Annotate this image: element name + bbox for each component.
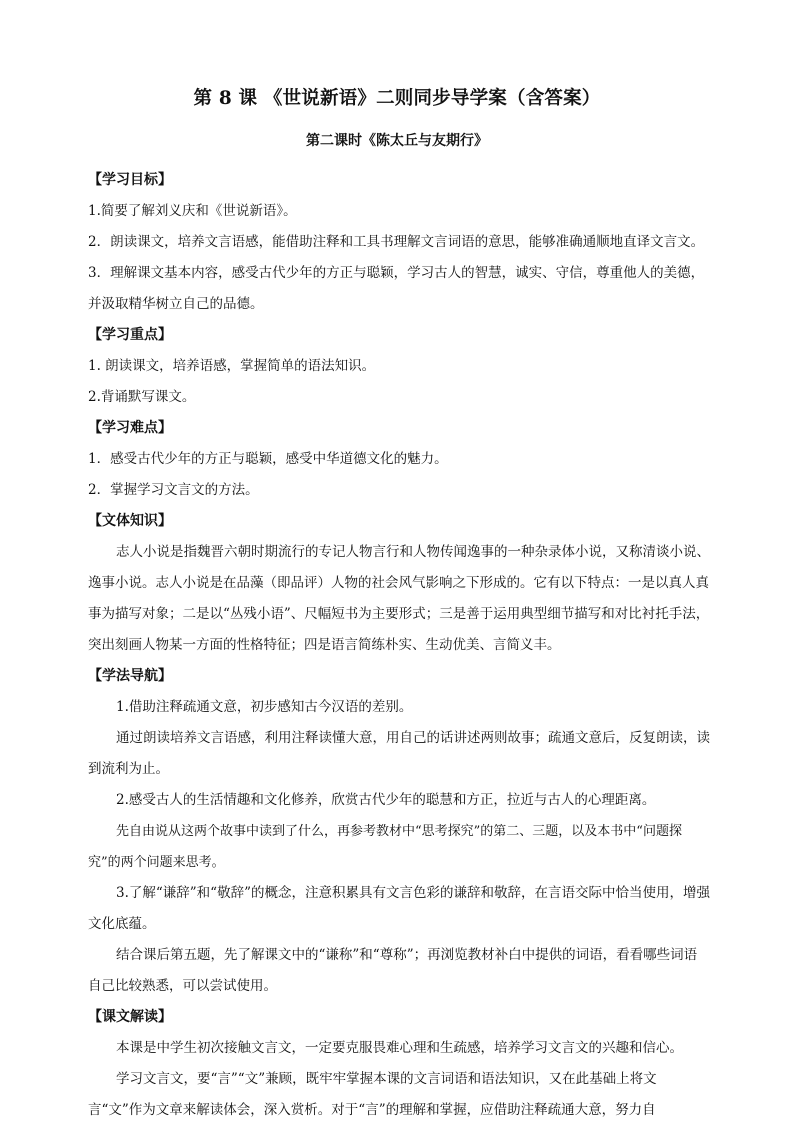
method-paragraph: 先自由说从这两个故事中读到了什么，再参考教材中“思考探究”的第二、三题，以及本书中“问题探究”的两个问题来思考。 [88, 824, 682, 870]
difficulty-item: 2．掌握学习文言文的方法。 [88, 482, 259, 498]
interpretation-heading: 【课文解读】 [88, 1009, 172, 1025]
goal-item: 1.简要了解刘义庆和《世说新语》。 [88, 203, 297, 219]
method-heading: 【学法导航】 [88, 668, 172, 684]
document-title: 第 8 课 《世说新语》二则同步导学案（含答案） [193, 88, 601, 109]
interpretation-paragraph: 本课是中学生初次接触文言文，一定要克服畏难心理和生疏感，培养学习文言文的兴趣和信心。 [116, 1040, 683, 1056]
goal-item: 2．朗读课文，培养文言语感，能借助注释和工具书理解文言词语的意思，能够准确通顺地直译文言文。 [88, 234, 705, 250]
goals-heading: 【学习目标】 [88, 172, 172, 188]
method-paragraph: 通过朗读培养文言语感，利用注释读懂大意，用自己的话讲述两则故事；疏通文意后，反复朗读，读到流利为止。 [88, 730, 710, 777]
key-point-item: 2.背诵默写课文。 [88, 389, 196, 405]
method-paragraph: 2.感受古人的生活情趣和文化修养，欣赏古代少年的聪慧和方正，拉近与古人的心理距离。 [116, 792, 656, 808]
document-body [88, 165, 710, 1126]
key-point-item: 1. 朗读课文，培养语感，掌握简单的语法知识。 [88, 358, 376, 374]
genre-heading: 【文体知识】 [88, 513, 172, 529]
goal-item: 3．理解课文基本内容，感受古代少年的方正与聪颖，学习古人的智慧，诚实、守信，尊重他人的美德，并汲取精华树立自己的品德。 [88, 265, 705, 312]
method-paragraph: 3.了解“谦辞”和“敬辞”的概念，注意积累具有文言色彩的谦辞和敬辞，在言语交际中恰当使用，增强文化底蕴。 [88, 885, 710, 932]
method-paragraph: 1.借助注释疏通文意，初步感知古今汉语的差别。 [116, 699, 413, 715]
difficulty-item: 1．感受古代少年的方正与聪颖，感受中华道德文化的魅力。 [88, 451, 448, 467]
interpretation-paragraph: 学习文言文，要“言”“文”兼顾，既牢牢掌握本课的文言词语和语法知识，又在此基础上将文言“文”作为文章来解读体会，深入赏析。对于“言”的理解和掌握，应借助注释疏通大意，努力自 [88, 1071, 657, 1118]
key-points-heading: 【学习重点】 [88, 327, 172, 343]
lesson-subtitle: 第二课时《陈太丘与友期行》 [306, 133, 488, 149]
difficulties-heading: 【学习难点】 [88, 420, 172, 436]
genre-paragraph: 志人小说是指魏晋六朝时期流行的专记人物言行和人物传闻逸事的一种杂录体小说，又称清谈小说、逸事小说。志人小说是在品藻（即品评）人物的社会风气影响之下形成的。它有以下特点：一是以真人真事为描写对象；二是以“丛残小语”、尺幅短书为主要形式；三是善于运用典型细节描写和对比衬托手法，突出刻画人物某一方面的性格特征；四是语言简练朴实、生动优美、言简义丰。 [88, 544, 710, 653]
method-paragraph: 结合课后第五题，先了解课文中的“谦称”和“尊称”；再浏览教材补白中提供的词语，看看哪些词语自己比较熟悉，可以尝试使用。 [88, 947, 698, 994]
